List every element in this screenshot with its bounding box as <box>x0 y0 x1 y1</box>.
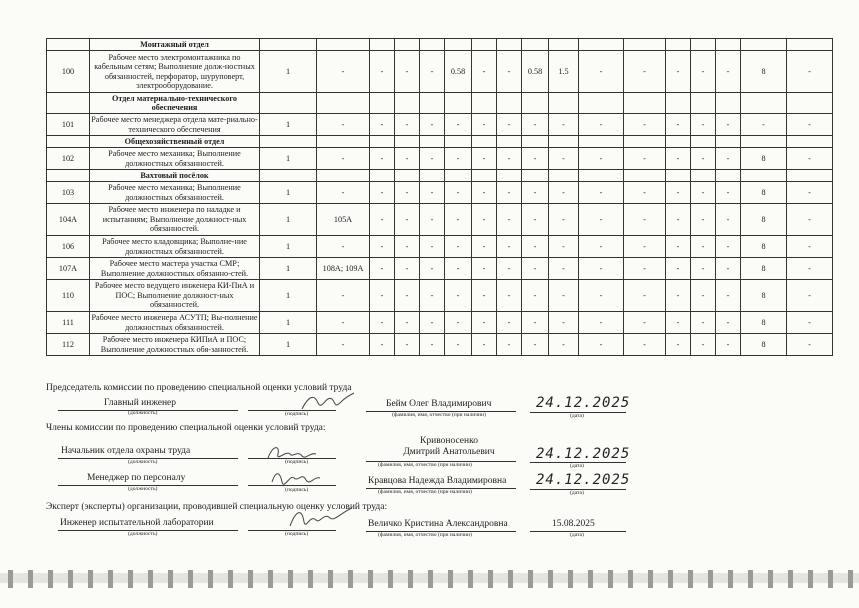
factor-cell: - <box>472 312 497 334</box>
factor-cell: - <box>445 258 472 280</box>
factor-cell: 8 <box>741 148 787 170</box>
factor-cell: - <box>522 258 549 280</box>
factor-cell: - <box>549 258 579 280</box>
factor-cell: - <box>787 236 833 258</box>
worker-count: 1 <box>260 51 317 93</box>
expert-heading: Эксперт (эксперты) организации, проводившей специальную оценку условий труда: <box>46 502 388 512</box>
worker-count: 1 <box>260 258 317 280</box>
factor-cell: - <box>716 334 741 356</box>
factor-cell: - <box>522 148 549 170</box>
factor-cell: - <box>787 114 833 136</box>
factor-cell: - <box>691 204 716 236</box>
factor-cell: - <box>666 280 691 312</box>
binding-ring <box>28 570 33 588</box>
factor-cell: - <box>624 182 666 204</box>
binding-ring <box>368 570 373 588</box>
workplace-description: Рабочее место кладовщика; Выполне-ние должностных обязанностей. <box>90 236 260 258</box>
workplace-description: Рабочее место электромонтажника по кабельным сетям; Выполнение долж-ностных обязанностей, перфоратор, шуруповерт, электрооборудование. <box>90 51 260 93</box>
workplace-description: Рабочее место механика; Выполнение должностных обязанностей. <box>90 182 260 204</box>
table-row <box>47 114 833 136</box>
factor-cell: - <box>445 204 472 236</box>
factor-cell: - <box>522 182 549 204</box>
section-title: Общехозяйственный отдел <box>90 136 260 148</box>
binding-ring <box>688 570 693 588</box>
factor-cell: - <box>522 312 549 334</box>
member1-position: Начальник отдела охраны труда <box>61 446 191 456</box>
factor-cell: - <box>497 114 522 136</box>
member2-signature-caption: (подпись) <box>285 487 309 493</box>
worker-count: 1 <box>260 280 317 312</box>
factor-cell: - <box>549 334 579 356</box>
factor-cell: - <box>420 182 445 204</box>
table-row <box>47 334 833 356</box>
factor-cell: - <box>472 258 497 280</box>
factor-cell: - <box>666 182 691 204</box>
factor-cell: - <box>666 258 691 280</box>
member2-name-caption: (фамилия, имя, отчество (при наличии) <box>378 489 472 495</box>
factor-cell: - <box>787 334 833 356</box>
chair-position-caption: (должность) <box>128 410 158 416</box>
table-row <box>47 204 833 236</box>
worker-count: 1 <box>260 334 317 356</box>
binding-ring <box>168 570 173 588</box>
factor-cell: - <box>420 312 445 334</box>
binding-ring <box>848 570 853 588</box>
section-row <box>47 170 833 182</box>
analog-workplaces: 108А; 109А <box>317 258 370 280</box>
factor-cell: - <box>624 51 666 93</box>
factor-cell: - <box>497 204 522 236</box>
binding-ring <box>408 570 413 588</box>
member1-name-caption: (фамилия, имя, отчество (при наличии) <box>378 462 472 468</box>
factor-cell: - <box>579 204 624 236</box>
factor-cell: - <box>691 114 716 136</box>
factor-cell: - <box>716 51 741 93</box>
factor-cell: - <box>716 312 741 334</box>
workplace-description: Рабочее место инженера по наладке и испытаниям; Выполнение должност-ных обязанностей. <box>90 204 260 236</box>
member1-date: 24.12.2025 <box>536 446 631 462</box>
factor-cell: - <box>395 51 420 93</box>
member1-position-caption: (должность) <box>128 459 158 465</box>
table-row <box>47 51 833 93</box>
factor-cell: - <box>420 204 445 236</box>
factor-cell: - <box>497 182 522 204</box>
binding-ring <box>488 570 493 588</box>
factor-cell: - <box>445 182 472 204</box>
factor-cell: - <box>395 334 420 356</box>
factor-cell: - <box>787 182 833 204</box>
row-number: 101 <box>47 114 90 136</box>
factor-cell: - <box>579 334 624 356</box>
factor-cell: - <box>549 148 579 170</box>
factor-cell: 8 <box>741 204 787 236</box>
factor-cell: - <box>787 280 833 312</box>
factor-cell: - <box>579 312 624 334</box>
expert-signature-caption: (подпись) <box>285 531 309 537</box>
factor-cell: - <box>370 51 395 93</box>
row-number: 106 <box>47 236 90 258</box>
binding-ring <box>728 570 733 588</box>
analog-workplaces: 105А <box>317 204 370 236</box>
factor-cell: - <box>691 280 716 312</box>
factor-cell: - <box>370 182 395 204</box>
binding-ring <box>708 570 713 588</box>
factor-cell: - <box>370 258 395 280</box>
section-row <box>47 39 833 51</box>
factor-cell: - <box>420 280 445 312</box>
member2-signature <box>264 466 324 492</box>
factor-cell: 8 <box>741 51 787 93</box>
factor-cell: - <box>472 148 497 170</box>
binding-ring <box>628 570 633 588</box>
factor-cell: - <box>445 312 472 334</box>
binding-ring <box>828 570 833 588</box>
binding-ring <box>608 570 613 588</box>
section-row <box>47 136 833 148</box>
member2-position-caption: (должность) <box>128 486 158 492</box>
table-row <box>47 236 833 258</box>
binding-ring <box>308 570 313 588</box>
chair-signature <box>298 389 358 415</box>
factor-cell: - <box>445 280 472 312</box>
factor-cell: - <box>472 236 497 258</box>
chair-name: Бейм Олег Владимирович <box>386 399 492 409</box>
row-number: 104А <box>47 204 90 236</box>
factor-cell: - <box>522 280 549 312</box>
binding-ring <box>768 570 773 588</box>
factor-cell: - <box>420 148 445 170</box>
factor-cell: - <box>787 148 833 170</box>
binding-ring <box>508 570 513 588</box>
factor-cell: - <box>579 236 624 258</box>
member2-name: Кравцова Надежда Владимировна <box>368 476 507 486</box>
factor-cell: - <box>472 114 497 136</box>
factor-cell: - <box>624 258 666 280</box>
binding-ring <box>208 570 213 588</box>
factor-cell: - <box>691 258 716 280</box>
binding-ring <box>8 570 13 588</box>
binding-ring <box>588 570 593 588</box>
section-row <box>47 93 833 114</box>
factor-cell: - <box>666 51 691 93</box>
factor-cell: 8 <box>741 258 787 280</box>
worker-count: 1 <box>260 148 317 170</box>
factor-cell: - <box>420 114 445 136</box>
factor-cell: - <box>549 114 579 136</box>
factor-cell: - <box>716 148 741 170</box>
binding-ring <box>668 570 673 588</box>
factor-cell: 8 <box>741 182 787 204</box>
analog-workplaces: - <box>317 280 370 312</box>
factor-cell: - <box>691 148 716 170</box>
factor-cell: - <box>420 236 445 258</box>
section-title: Вахтовый посёлок <box>90 170 260 182</box>
row-number: 102 <box>47 148 90 170</box>
binding-ring <box>448 570 453 588</box>
factor-cell: - <box>624 280 666 312</box>
factor-cell: - <box>522 334 549 356</box>
factor-cell: - <box>549 236 579 258</box>
analog-workplaces: - <box>317 148 370 170</box>
factor-cell: - <box>579 114 624 136</box>
worker-count: 1 <box>260 312 317 334</box>
factor-cell: - <box>787 51 833 93</box>
factor-cell: - <box>716 280 741 312</box>
expert-name: Величко Кристина Александровна <box>368 519 508 529</box>
factor-cell: - <box>395 114 420 136</box>
factor-cell: - <box>666 148 691 170</box>
row-number: 112 <box>47 334 90 356</box>
factor-cell: 0.58 <box>445 51 472 93</box>
factor-cell: - <box>395 236 420 258</box>
member1-signature <box>262 440 322 466</box>
factor-cell: - <box>624 204 666 236</box>
binding-ring <box>788 570 793 588</box>
factor-cell: - <box>395 148 420 170</box>
binding-strip <box>0 565 859 595</box>
section-title: Отдел материально-технического обеспечения <box>90 93 260 114</box>
factor-cell: - <box>497 258 522 280</box>
factor-cell: - <box>497 236 522 258</box>
factor-cell: - <box>666 236 691 258</box>
member2-date: 24.12.2025 <box>536 472 631 488</box>
binding-ring <box>188 570 193 588</box>
factor-cell: - <box>445 148 472 170</box>
factor-cell: - <box>522 114 549 136</box>
member1-date-caption: (дата) <box>570 463 584 469</box>
row-number: 111 <box>47 312 90 334</box>
chair-date: 24.12.2025 <box>536 395 631 411</box>
factor-cell: - <box>579 148 624 170</box>
member2-date-caption: (дата) <box>570 490 584 496</box>
chair-date-caption: (дата) <box>570 413 584 419</box>
factor-cell: - <box>549 182 579 204</box>
factor-cell: - <box>666 204 691 236</box>
chair-position: Главный инженер <box>104 398 177 408</box>
factor-cell: 1.5 <box>549 51 579 93</box>
factor-cell: - <box>370 148 395 170</box>
workplace-description: Рабочее место мастера участка СМР; Выполнение должностных обязанно-стей. <box>90 258 260 280</box>
factor-cell: - <box>370 334 395 356</box>
factor-cell: - <box>522 236 549 258</box>
factor-cell: 8 <box>741 280 787 312</box>
factor-cell: - <box>472 204 497 236</box>
factor-cell: - <box>445 236 472 258</box>
factor-cell: - <box>370 114 395 136</box>
factor-cell: - <box>395 204 420 236</box>
factor-cell: - <box>395 312 420 334</box>
factor-cell: 8 <box>741 312 787 334</box>
row-number: 110 <box>47 280 90 312</box>
analog-workplaces: - <box>317 312 370 334</box>
factor-cell: - <box>472 334 497 356</box>
table-row <box>47 148 833 170</box>
factor-cell: - <box>579 182 624 204</box>
row-number: 107А <box>47 258 90 280</box>
analog-workplaces: - <box>317 51 370 93</box>
table-row <box>47 182 833 204</box>
binding-ring <box>388 570 393 588</box>
factor-cell: 8 <box>741 236 787 258</box>
factor-cell: - <box>420 51 445 93</box>
binding-ring <box>328 570 333 588</box>
expert-signature <box>286 504 356 534</box>
factor-cell: - <box>579 258 624 280</box>
factor-cell: - <box>666 334 691 356</box>
chair-heading: Председатель комиссии по проведению специальной оценки условий труда <box>46 383 352 393</box>
factor-cell: - <box>716 204 741 236</box>
factor-cell: - <box>370 204 395 236</box>
binding-ring <box>348 570 353 588</box>
row-number: 100 <box>47 51 90 93</box>
factor-cell: - <box>624 148 666 170</box>
factor-cell: - <box>549 204 579 236</box>
factor-cell: - <box>549 280 579 312</box>
factor-cell: - <box>691 312 716 334</box>
factor-cell: - <box>666 114 691 136</box>
factor-cell: - <box>691 51 716 93</box>
worker-count: 1 <box>260 182 317 204</box>
member1-name: Кривоносенко Дмитрий Анатольевич <box>403 436 495 458</box>
factor-cell: - <box>691 182 716 204</box>
binding-ring <box>428 570 433 588</box>
binding-ring <box>248 570 253 588</box>
expert-position-caption: (должность) <box>128 531 158 537</box>
factor-cell: - <box>691 236 716 258</box>
factor-cell: - <box>497 312 522 334</box>
binding-ring <box>268 570 273 588</box>
factor-cell: - <box>445 334 472 356</box>
expert-date-caption: (дата) <box>570 532 584 538</box>
factor-cell: - <box>787 258 833 280</box>
factor-cell: - <box>624 312 666 334</box>
binding-ring <box>568 570 573 588</box>
chair-name-caption: (фамилия, имя, отчество (при наличии) <box>392 412 486 418</box>
factor-cell: - <box>472 280 497 312</box>
factor-cell: - <box>624 334 666 356</box>
factor-cell: - <box>395 182 420 204</box>
workplace-description: Рабочее место инженера АСУТП; Вы-полнение должностных обязанностей. <box>91 313 258 332</box>
factor-cell: - <box>370 312 395 334</box>
factor-cell: - <box>497 334 522 356</box>
table-row <box>47 312 833 334</box>
assessment-table <box>46 38 833 356</box>
binding-ring <box>88 570 93 588</box>
chair-signature-caption: (подпись) <box>285 411 309 417</box>
factor-cell: - <box>497 148 522 170</box>
member1-signature-caption: (подпись) <box>285 459 309 465</box>
analog-workplaces: - <box>317 334 370 356</box>
member2-position: Менеджер по персоналу <box>87 473 186 483</box>
binding-ring <box>228 570 233 588</box>
binding-ring <box>648 570 653 588</box>
factor-cell: 0.58 <box>522 51 549 93</box>
expert-date: 15.08.2025 <box>552 519 595 529</box>
workplace-description: Рабочее место механика; Выполнение должностных обязанностей. <box>90 148 260 170</box>
table-row <box>47 280 833 312</box>
table-row <box>47 258 833 280</box>
binding-ring <box>128 570 133 588</box>
factor-cell: - <box>624 236 666 258</box>
factor-cell: - <box>741 114 787 136</box>
row-number: 103 <box>47 182 90 204</box>
factor-cell: - <box>472 182 497 204</box>
binding-ring <box>48 570 53 588</box>
factor-cell: - <box>787 312 833 334</box>
factor-cell: - <box>395 258 420 280</box>
binding-ring <box>748 570 753 588</box>
factor-cell: - <box>579 51 624 93</box>
analog-workplaces: - <box>317 114 370 136</box>
binding-ring <box>528 570 533 588</box>
worker-count: 1 <box>260 114 317 136</box>
factor-cell: - <box>787 204 833 236</box>
worker-count: 1 <box>260 204 317 236</box>
factor-cell: 8 <box>741 334 787 356</box>
expert-position: Инженер испытательной лаборатории <box>60 518 214 528</box>
worker-count: 1 <box>260 236 317 258</box>
factor-cell: - <box>522 204 549 236</box>
factor-cell: - <box>420 334 445 356</box>
factor-cell: - <box>691 334 716 356</box>
expert-name-caption: (фамилия, имя, отчество (при наличии) <box>378 532 472 538</box>
factor-cell: - <box>716 182 741 204</box>
binding-ring <box>68 570 73 588</box>
members-heading: Члены комиссии по проведению специальной оценки условий труда: <box>46 423 326 433</box>
factor-cell: - <box>370 236 395 258</box>
factor-cell: - <box>395 280 420 312</box>
analog-workplaces: - <box>317 236 370 258</box>
factor-cell: - <box>370 280 395 312</box>
factor-cell: - <box>445 114 472 136</box>
factor-cell: - <box>716 258 741 280</box>
factor-cell: - <box>666 312 691 334</box>
workplace-description: Рабочее место ведущего инженера КИ-ПиА и ПОС; Выполнение должност-ных обязанностей. <box>90 280 260 312</box>
binding-ring <box>808 570 813 588</box>
binding-ring <box>148 570 153 588</box>
factor-cell: - <box>420 258 445 280</box>
factor-cell: - <box>549 312 579 334</box>
workplace-description: Рабочее место менеджера отдела мате-риально-технического обеспечения <box>91 115 258 134</box>
workplace-description: Рабочее место инженера КИПиА и ПОС; Выполнение должностных обя-занностей. <box>90 334 260 356</box>
factor-cell: - <box>716 236 741 258</box>
factor-cell: - <box>497 280 522 312</box>
factor-cell: - <box>472 51 497 93</box>
binding-ring <box>468 570 473 588</box>
factor-cell: - <box>497 51 522 93</box>
factor-cell: - <box>624 114 666 136</box>
binding-ring <box>288 570 293 588</box>
section-title: Монтажный отдел <box>90 39 260 51</box>
factor-cell: - <box>579 280 624 312</box>
analog-workplaces: - <box>317 182 370 204</box>
binding-ring <box>548 570 553 588</box>
binding-ring <box>108 570 113 588</box>
factor-cell: - <box>716 114 741 136</box>
